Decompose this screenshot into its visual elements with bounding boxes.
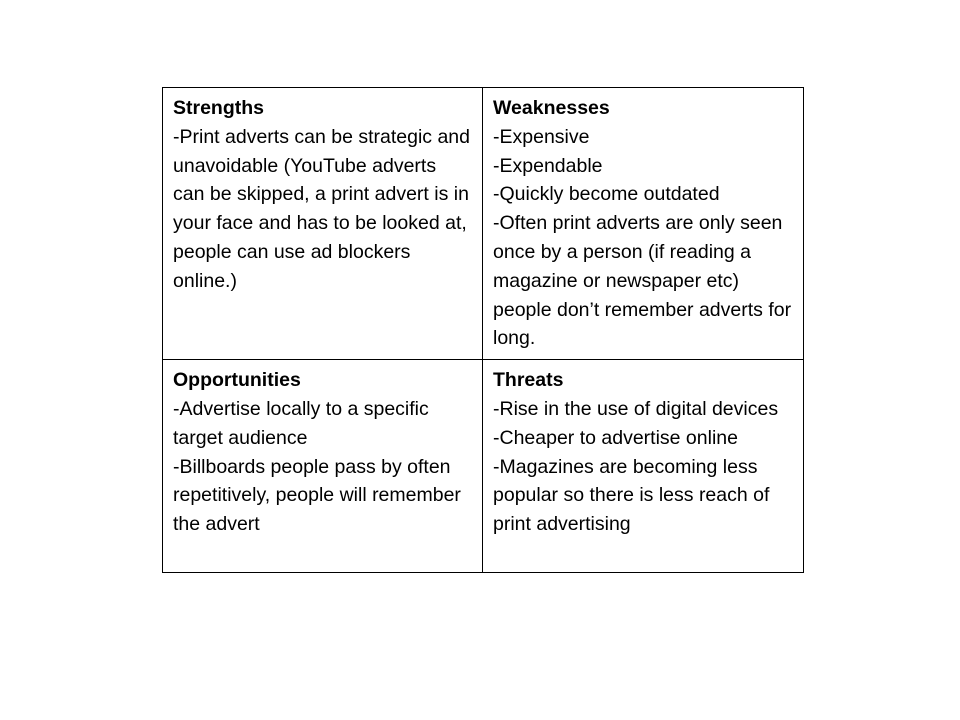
weaknesses-line: -Often print adverts are only seen once by a person (if reading a magazine or newspaper etc) people don’t remember adverts for long. (493, 212, 792, 350)
swot-row-bottom (163, 360, 804, 573)
threats-heading: Threats (493, 369, 564, 392)
weaknesses-line: -Expendable (493, 154, 603, 177)
threats-line: -Cheaper to advertise online (493, 426, 738, 449)
swot-table (162, 87, 804, 573)
opportunities-heading: Opportunities (173, 369, 301, 392)
opportunities-line: -Advertise locally to a specific target audience (173, 397, 429, 449)
opportunities-line: -Billboards people pass by often repetitively, people will remember the advert (173, 455, 461, 536)
opportunities-cell (163, 360, 483, 573)
threats-line: -Magazines are becoming less popular so there is less reach of print advertising (493, 455, 770, 536)
weaknesses-heading: Weaknesses (493, 97, 610, 119)
threats-cell (483, 360, 804, 573)
weaknesses-line: -Quickly become outdated (493, 183, 720, 206)
weaknesses-line: -Expensive (493, 125, 590, 148)
weaknesses-cell (483, 88, 804, 360)
strengths-line: -Print adverts can be strategic and unavoidable (YouTube adverts can be skipped, a print advert is in your face and has to be looked at, people can use ad blockers online.) (173, 125, 470, 292)
strengths-cell (163, 88, 483, 360)
strengths-heading: Strengths (173, 97, 265, 119)
threats-line: -Rise in the use of digital devices (493, 397, 779, 420)
swot-row-top (163, 88, 804, 360)
